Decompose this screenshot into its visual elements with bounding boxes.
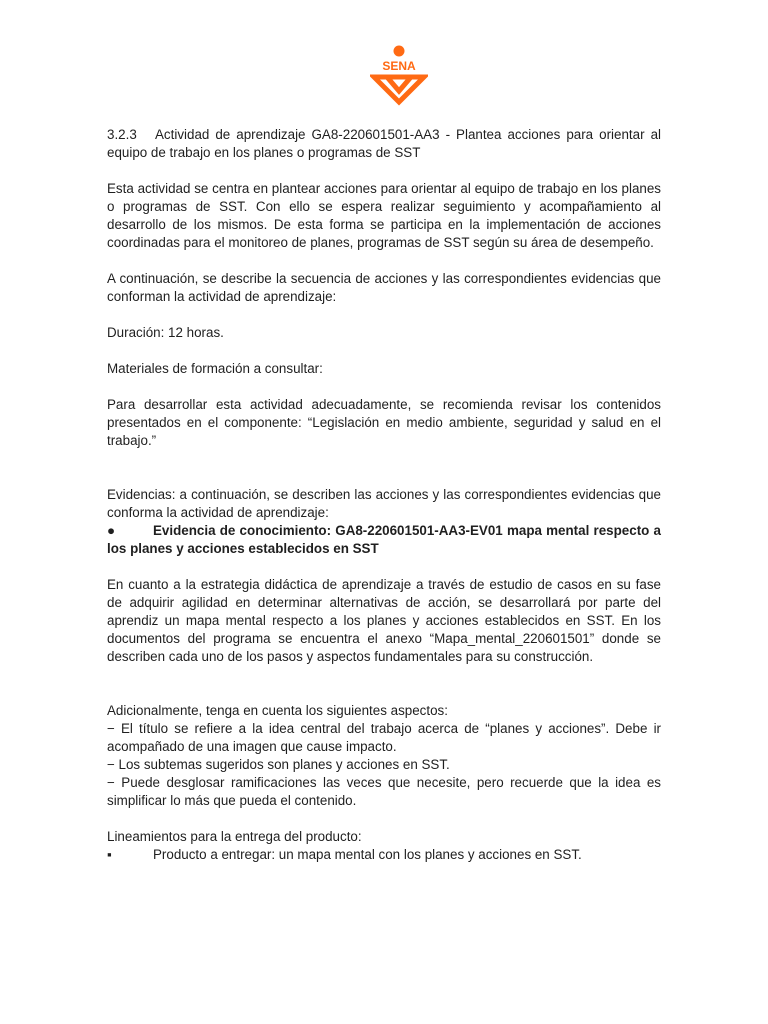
aspect-item: − Puede desglosar ramificaciones las veces que necesite, pero recuerde que la idea es simplificar lo más que pueda el contenido. xyxy=(107,775,661,808)
guidelines-label: Lineamientos para la entrega del producto: xyxy=(107,829,362,844)
aspects-intro: Adicionalmente, tenga en cuenta los siguientes aspectos: xyxy=(107,703,448,718)
bullet-icon: ● xyxy=(107,523,116,538)
heading-text: Actividad de aprendizaje GA8-220601501-AA3 - Plantea acciones para orientar al equipo de trabajo en los planes o programas de SST xyxy=(107,127,661,160)
duration-line: Duración: 12 horas. xyxy=(107,325,224,340)
document-body xyxy=(107,126,661,864)
sequence-paragraph: A continuación, se describe la secuencia de acciones y las correspondientes evidencias que conforman la actividad de aprendizaje: xyxy=(107,271,661,304)
evidence-item xyxy=(107,522,661,558)
aspect-item: − El título se refiere a la idea central del trabajo acerca de “planes y acciones”. Debe ir acompañado de una imagen que cause impacto. xyxy=(107,721,661,754)
activity-heading xyxy=(107,126,661,162)
intro-paragraph: Esta actividad se centra en plantear acciones para orientar al equipo de trabajo en los planes o programas de SST. Con ello se espera realizar seguimiento y acompañamiento al desarrollo de los mismos. De esta forma se participa en la implementación de acciones coordinadas para el monitoreo de planes, programas de SST según su área de desempeño. xyxy=(107,181,661,250)
materials-paragraph: Para desarrollar esta actividad adecuadamente, se recomienda revisar los contenidos presentados en el componente: “Legislación en medio ambiente, seguridad y salud en el trabajo.” xyxy=(107,397,661,448)
heading-number: 3.2.3 xyxy=(107,127,137,142)
aspect-item: − Los subtemas sugeridos son planes y acciones en SST. xyxy=(107,757,450,772)
guideline-item xyxy=(107,846,661,864)
square-bullet-icon: ▪ xyxy=(107,847,112,862)
logo-head xyxy=(394,46,405,57)
logo-text: SENA xyxy=(382,59,416,73)
sena-logo xyxy=(370,44,428,106)
evidences-intro: Evidencias: a continuación, se describen las acciones y las correspondientes evidencias que conforma la actividad de aprendizaje: xyxy=(107,487,661,520)
guideline-text: Producto a entregar: un mapa mental con los planes y acciones en SST. xyxy=(153,847,582,862)
evidence-title: Evidencia de conocimiento: GA8-220601501-AA3-EV01 mapa mental respecto a los planes y acciones establecidos en SST xyxy=(107,523,661,556)
strategy-paragraph: En cuanto a la estrategia didáctica de aprendizaje a través de estudio de casos en su fase de adquirir agilidad en determinar alternativas de acción, se desarrollará por parte del aprendiz un mapa mental respecto a los planes y acciones establecidos en SST. En los documentos del programa se encuentra el anexo “Mapa_mental_220601501” donde se describen cada uno de los pasos y aspectos fundamentales para su construcción. xyxy=(107,577,661,664)
materials-label: Materiales de formación a consultar: xyxy=(107,361,323,376)
